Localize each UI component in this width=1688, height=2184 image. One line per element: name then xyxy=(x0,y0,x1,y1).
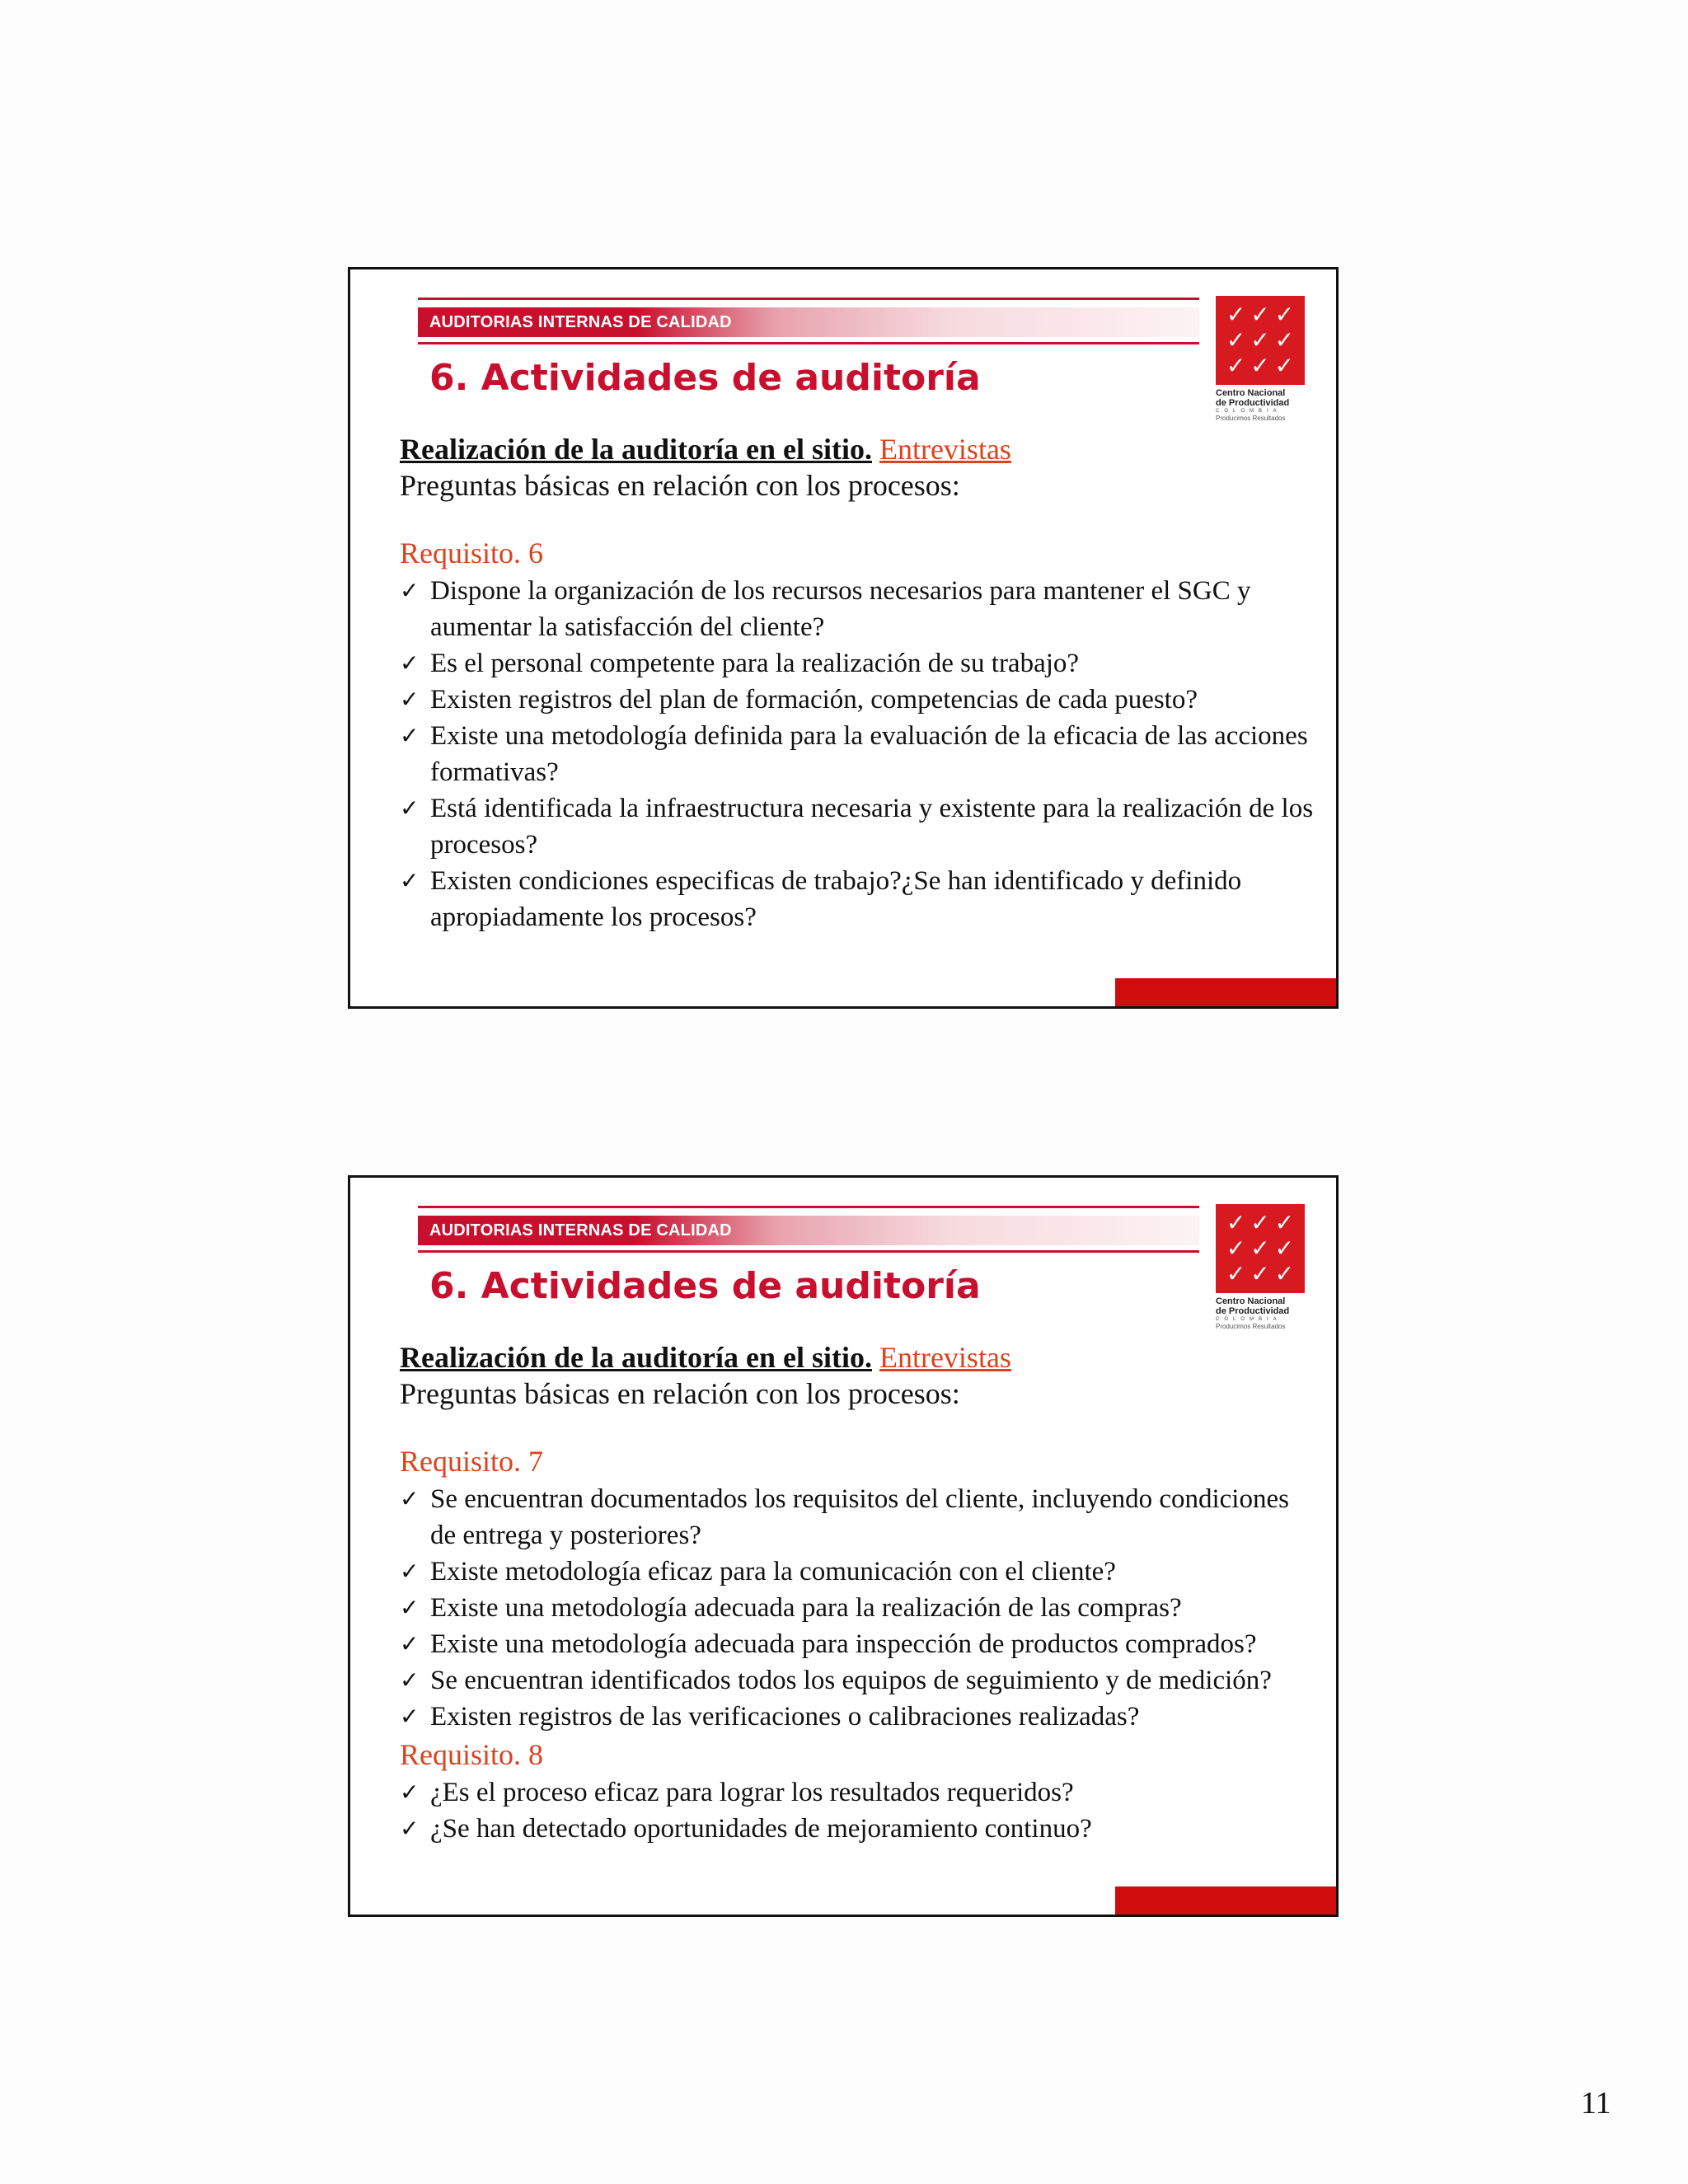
list-item: ✓ Existe metodología eficaz para la comunicación con el cliente? xyxy=(400,1554,1315,1590)
header-bar xyxy=(418,1216,1199,1245)
slide-content xyxy=(400,1339,1315,1847)
checkmark-icon: ✓ xyxy=(400,1703,420,1730)
requirement-list xyxy=(400,1481,1315,1735)
requirement-label: Requisito. 7 xyxy=(400,1445,544,1478)
page-number: 11 xyxy=(1581,2086,1611,2121)
requirement-list xyxy=(400,573,1315,935)
checkmark-icon: ✓ xyxy=(400,649,420,677)
logo-country: COLOMBIA xyxy=(1216,409,1282,414)
requirement-list xyxy=(400,1774,1315,1847)
header-rule-top xyxy=(418,1206,1199,1208)
header-rule-bottom xyxy=(418,342,1199,344)
footer-bar xyxy=(1115,1886,1336,1915)
logo xyxy=(1216,296,1306,422)
logo-name: Centro Nacional de Productividad xyxy=(1216,388,1290,408)
requirement-label: Requisito. 6 xyxy=(400,537,544,569)
header-label: AUDITORIAS INTERNAS DE CALIDAD xyxy=(429,1221,732,1240)
logo-tagline: Producimos Resultados xyxy=(1216,1323,1286,1330)
list-item: ✓ Es el personal competente para la realización de su trabajo? xyxy=(400,645,1315,682)
checkmark-icon: ✓ xyxy=(400,722,420,749)
logo-country: COLOMBIA xyxy=(1216,1317,1282,1322)
list-item: ✓ Existen registros del plan de formación, competencias de cada puesto? xyxy=(400,682,1315,718)
checkmark-icon: ✓ xyxy=(400,1594,420,1621)
slide-content xyxy=(400,431,1315,935)
checkmark-icon: ✓ xyxy=(400,1558,420,1585)
logo-tagline: Producimos Resultados xyxy=(1216,415,1286,422)
check-grid-icon: ✓ ✓ ✓ ✓ ✓ ✓ ✓ ✓ ✓ xyxy=(1216,1204,1305,1293)
slide-1 xyxy=(348,267,1339,1009)
header-label: AUDITORIAS INTERNAS DE CALIDAD xyxy=(429,313,732,331)
checkmark-icon: ✓ xyxy=(400,1779,420,1806)
list-item: ✓ Se encuentran documentados los requisitos del cliente, incluyendo condiciones de entrega y posteriores? xyxy=(400,1481,1315,1554)
heading-bold: Realización de la auditoría en el sitio. xyxy=(400,1341,872,1374)
slide-2 xyxy=(348,1175,1339,1917)
logo-name: Centro Nacional de Productividad xyxy=(1216,1296,1290,1316)
header-rule-bottom xyxy=(418,1250,1199,1253)
header-bar xyxy=(418,307,1199,337)
intro-text: Preguntas básicas en relación con los procesos: xyxy=(400,469,960,502)
checkmark-icon: ✓ xyxy=(400,1630,420,1657)
checkmark-icon: ✓ xyxy=(400,577,420,604)
intro-text: Preguntas básicas en relación con los procesos: xyxy=(400,1377,960,1410)
list-item: ✓ Se encuentran identificados todos los equipos de seguimiento y de medición? xyxy=(400,1662,1315,1699)
logo xyxy=(1216,1204,1306,1328)
list-item: ✓ Está identificada la infraestructura necesaria y existente para la realización de los procesos? xyxy=(400,790,1315,863)
checkmark-icon: ✓ xyxy=(400,1485,420,1512)
section-heading xyxy=(400,431,1315,467)
list-item: ✓ Dispone la organización de los recursos necesarios para mantener el SGC y aumentar la satisfacción del cliente? xyxy=(400,573,1315,645)
heading-bold: Realización de la auditoría en el sitio. xyxy=(400,433,872,466)
list-item: ✓ ¿Se han detectado oportunidades de mejoramiento continuo? xyxy=(400,1811,1315,1847)
slide-title: 6. Actividades de auditoría xyxy=(429,357,981,399)
list-item: ✓ Existen condiciones especificas de trabajo?¿Se han identificado y definido apropiadamente los procesos? xyxy=(400,863,1315,935)
list-item: ✓ ¿Es el proceso eficaz para lograr los resultados requeridos? xyxy=(400,1774,1315,1811)
checkmark-icon: ✓ xyxy=(400,1815,420,1842)
list-item: ✓ Existen registros de las verificaciones o calibraciones realizadas? xyxy=(400,1699,1315,1735)
list-item: ✓ Existe una metodología adecuada para la realización de las compras? xyxy=(400,1590,1315,1626)
slide-title: 6. Actividades de auditoría xyxy=(429,1265,981,1307)
heading-link: Entrevistas xyxy=(879,1341,1011,1374)
checkmark-icon: ✓ xyxy=(400,867,420,894)
list-item: ✓ Existe una metodología adecuada para inspección de productos comprados? xyxy=(400,1626,1315,1662)
list-item: ✓ Existe una metodología definida para la evaluación de la eficacia de las acciones formativas? xyxy=(400,718,1315,790)
check-grid-icon: ✓ ✓ ✓ ✓ ✓ ✓ ✓ ✓ ✓ xyxy=(1216,296,1305,385)
requirement-label: Requisito. 8 xyxy=(400,1738,544,1771)
checkmark-icon: ✓ xyxy=(400,794,420,822)
checkmark-icon: ✓ xyxy=(400,686,420,713)
heading-link: Entrevistas xyxy=(879,433,1011,466)
header-rule-top xyxy=(418,298,1199,300)
footer-bar xyxy=(1115,978,1336,1006)
checkmark-icon: ✓ xyxy=(400,1666,420,1694)
section-heading xyxy=(400,1339,1315,1376)
